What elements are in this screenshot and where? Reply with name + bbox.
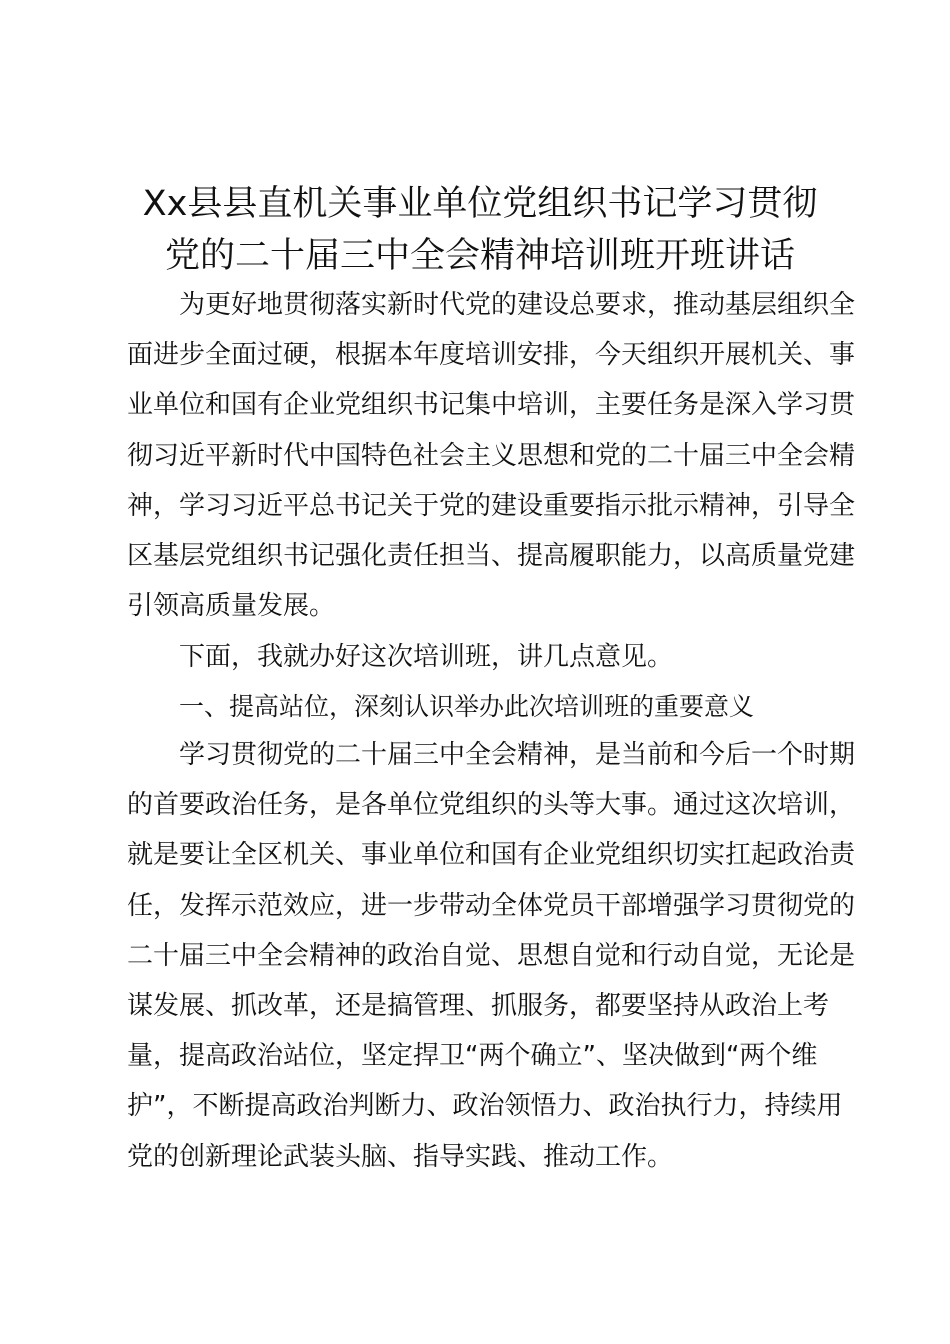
- document-title-line-1: Xx县县直机关事业单位党组织书记学习贯彻: [142, 184, 818, 224]
- paragraph-section-1: 学习贯彻党的二十届三中全会精神，是当前和今后一个时期的首要政治任务，是各单位党组织的头等大事。通过这次培训，就是要让全区机关、事业单位和国有企业党组织切实扛起政治责任，发挥示范效应，进一步带动全体党员干部增强学习贯彻党的二十届三中全会精神的政治自觉、思想自觉和行动自觉，无论是谋发展、抓改革，还是搞管理、抓服务，都要坚持从政治上考量，提高政治站位，坚定捍卫“两个确立”、坚决做到“两个维护”，不断提高政治判断力、政治领悟力、政治执行力，持续用党的创新理论武装头脑、指导实践、推动工作。: [127, 740, 856, 1172]
- document-title-line-2: 党的二十届三中全会精神培训班开班讲话: [164, 236, 795, 276]
- paragraph-outline: 下面，我就办好这次培训班，讲几点意见。: [179, 642, 674, 672]
- section-heading-1: 一、提高站位，深刻认识举办此次培训班的重要意义: [179, 692, 755, 721]
- paragraph-introduction: 为更好地贯彻落实新时代党的建设总要求，推动基层组织全面进步全面过硬，根据本年度培训安排，今天组织开展机关、事业单位和国有企业党组织书记集中培训，主要任务是深入学习贯彻习近平新时代中国特色社会主义思想和党的二十届三中全会精神，学习习近平总书记关于党的建设重要指示批示精神，引导全区基层党组织书记强化责任担当、提高履职能力，以高质量党建引领高质量发展。: [127, 290, 856, 622]
